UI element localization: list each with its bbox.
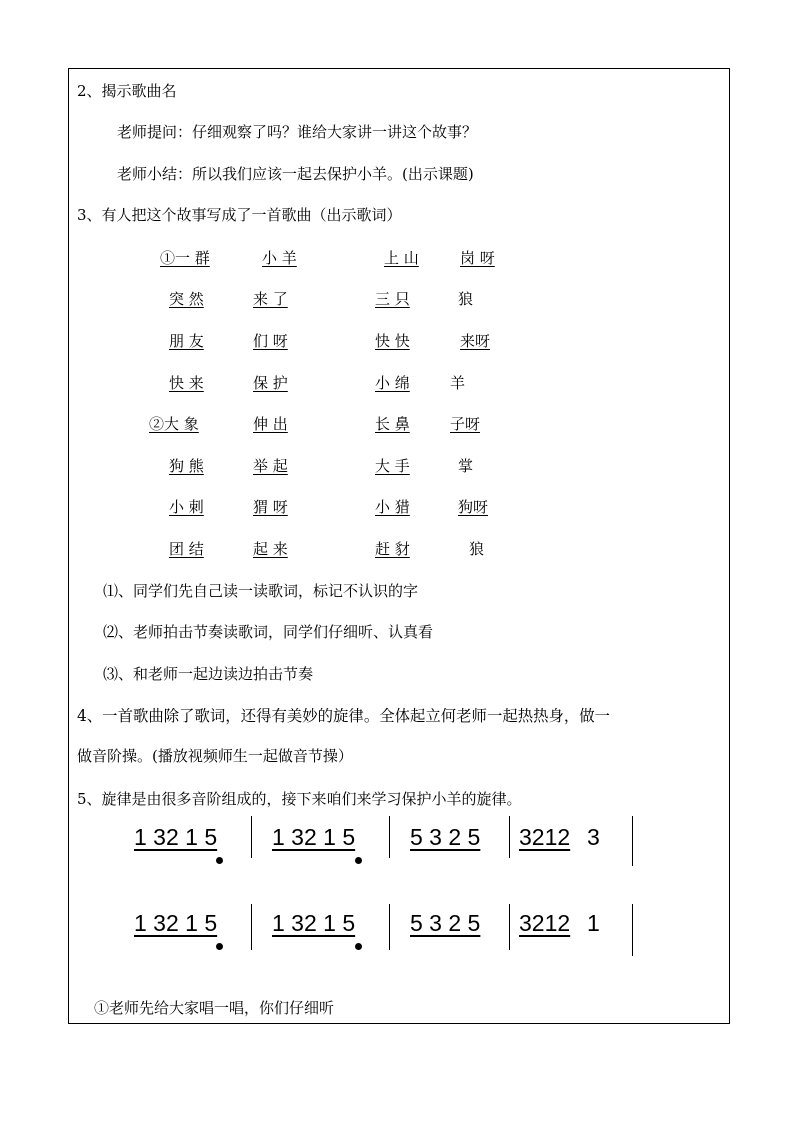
step-2-heading: 2、揭示歌曲名 xyxy=(77,82,177,100)
sub-step-1: ⑴、同学们先自己读一读歌词，标记不认识的字 xyxy=(103,582,419,600)
lyric-cell: 上 山 xyxy=(384,249,419,267)
step-4-line-1: 4、一首歌曲除了歌词，还得有美妙的旋律。全体起立何老师一起热热身，做一 xyxy=(77,707,611,725)
low-octave-dot xyxy=(355,943,362,950)
low-octave-dot xyxy=(355,857,362,864)
notation-row-2 xyxy=(0,910,794,960)
measure-1: 1 32 1 5 xyxy=(134,824,218,850)
lyric-cell: 团 结 xyxy=(169,540,204,558)
measure-4-end-note: 1 xyxy=(587,910,600,936)
low-octave-dot xyxy=(216,857,223,864)
lyric-cell: 长 鼻 xyxy=(375,415,410,433)
measure-4-end-note: 3 xyxy=(587,824,600,850)
bar-line xyxy=(509,904,510,950)
step-4-line-2: 做音阶操。(播放视频师生一起做音节操） xyxy=(77,747,353,765)
lyric-cell: 狗 熊 xyxy=(169,457,204,475)
measure-3: 5 3 2 5 xyxy=(410,910,481,936)
final-instruction: ①老师先给大家唱一唱，你们仔细听 xyxy=(94,999,335,1017)
lyric-cell: 赶 豺 xyxy=(375,540,410,558)
lyric-cell: 小 猎 xyxy=(375,498,410,516)
lyric-cell: ①一 群 xyxy=(160,249,210,267)
lyric-cell: 突 然 xyxy=(169,290,204,308)
lyric-cell: 猬 呀 xyxy=(253,498,288,516)
bar-line xyxy=(632,816,633,866)
lyric-cell: ②大 象 xyxy=(149,415,199,433)
measure-2: 1 32 1 5 xyxy=(272,824,356,850)
lyric-cell: 快 来 xyxy=(169,374,204,392)
lyric-cell: 起 来 xyxy=(253,540,288,558)
lyric-cell: 快 快 xyxy=(375,332,410,350)
lyric-cell: 伸 出 xyxy=(253,415,288,433)
lyric-cell: 小 羊 xyxy=(262,249,297,267)
step-5-heading: 5、旋律是由很多音阶组成的，接下来咱们来学习保护小羊的旋律。 xyxy=(77,790,522,808)
lyric-cell: 小 刺 xyxy=(169,498,204,516)
measure-1: 1 32 1 5 xyxy=(134,910,218,936)
sub-step-3: ⑶、和老师一起边读边拍击节奏 xyxy=(103,665,314,683)
measure-3: 5 3 2 5 xyxy=(410,824,481,850)
teacher-summary: 老师小结：所以我们应该一起去保护小羊。(出示课题) xyxy=(117,165,474,183)
measure-4: 3212 xyxy=(519,824,571,850)
bar-line xyxy=(389,816,390,858)
lyric-cell: 们 呀 xyxy=(253,332,288,350)
lyric-cell: 三 只 xyxy=(375,290,410,308)
lyric-cell: 举 起 xyxy=(253,457,288,475)
sub-step-2: ⑵、老师拍击节奏读歌词，同学们仔细听、认真看 xyxy=(103,623,434,641)
bar-line xyxy=(632,904,633,956)
lyric-cell: 来呀 xyxy=(460,332,491,350)
lyric-cell: 狼 xyxy=(458,290,474,308)
lyric-cell: 保 护 xyxy=(253,374,288,392)
step-3-heading: 3、有人把这个故事写成了一首歌曲（出示歌词） xyxy=(77,206,402,224)
lyric-cell: 羊 xyxy=(450,374,466,392)
lyric-cell: 小 绵 xyxy=(375,374,410,392)
low-octave-dot xyxy=(216,943,223,950)
measure-2: 1 32 1 5 xyxy=(272,910,356,936)
bar-line xyxy=(251,904,252,950)
lyric-cell: 朋 友 xyxy=(169,332,204,350)
lyric-cell: 岗 呀 xyxy=(460,249,495,267)
bar-line xyxy=(509,816,510,858)
bar-line xyxy=(251,816,252,858)
lyric-cell: 来 了 xyxy=(253,290,288,308)
lyric-cell: 狼 xyxy=(469,540,485,558)
lyric-cell: 掌 xyxy=(458,457,474,475)
lyric-cell: 大 手 xyxy=(375,457,410,475)
measure-4: 3212 xyxy=(519,910,571,936)
lyric-cell: 子呀 xyxy=(450,415,481,433)
notation-row-1 xyxy=(0,824,794,874)
teacher-question: 老师提问：仔细观察了吗？谁给大家讲一讲这个故事？ xyxy=(117,123,478,141)
bar-line xyxy=(389,904,390,950)
lyric-cell: 狗呀 xyxy=(458,498,489,516)
